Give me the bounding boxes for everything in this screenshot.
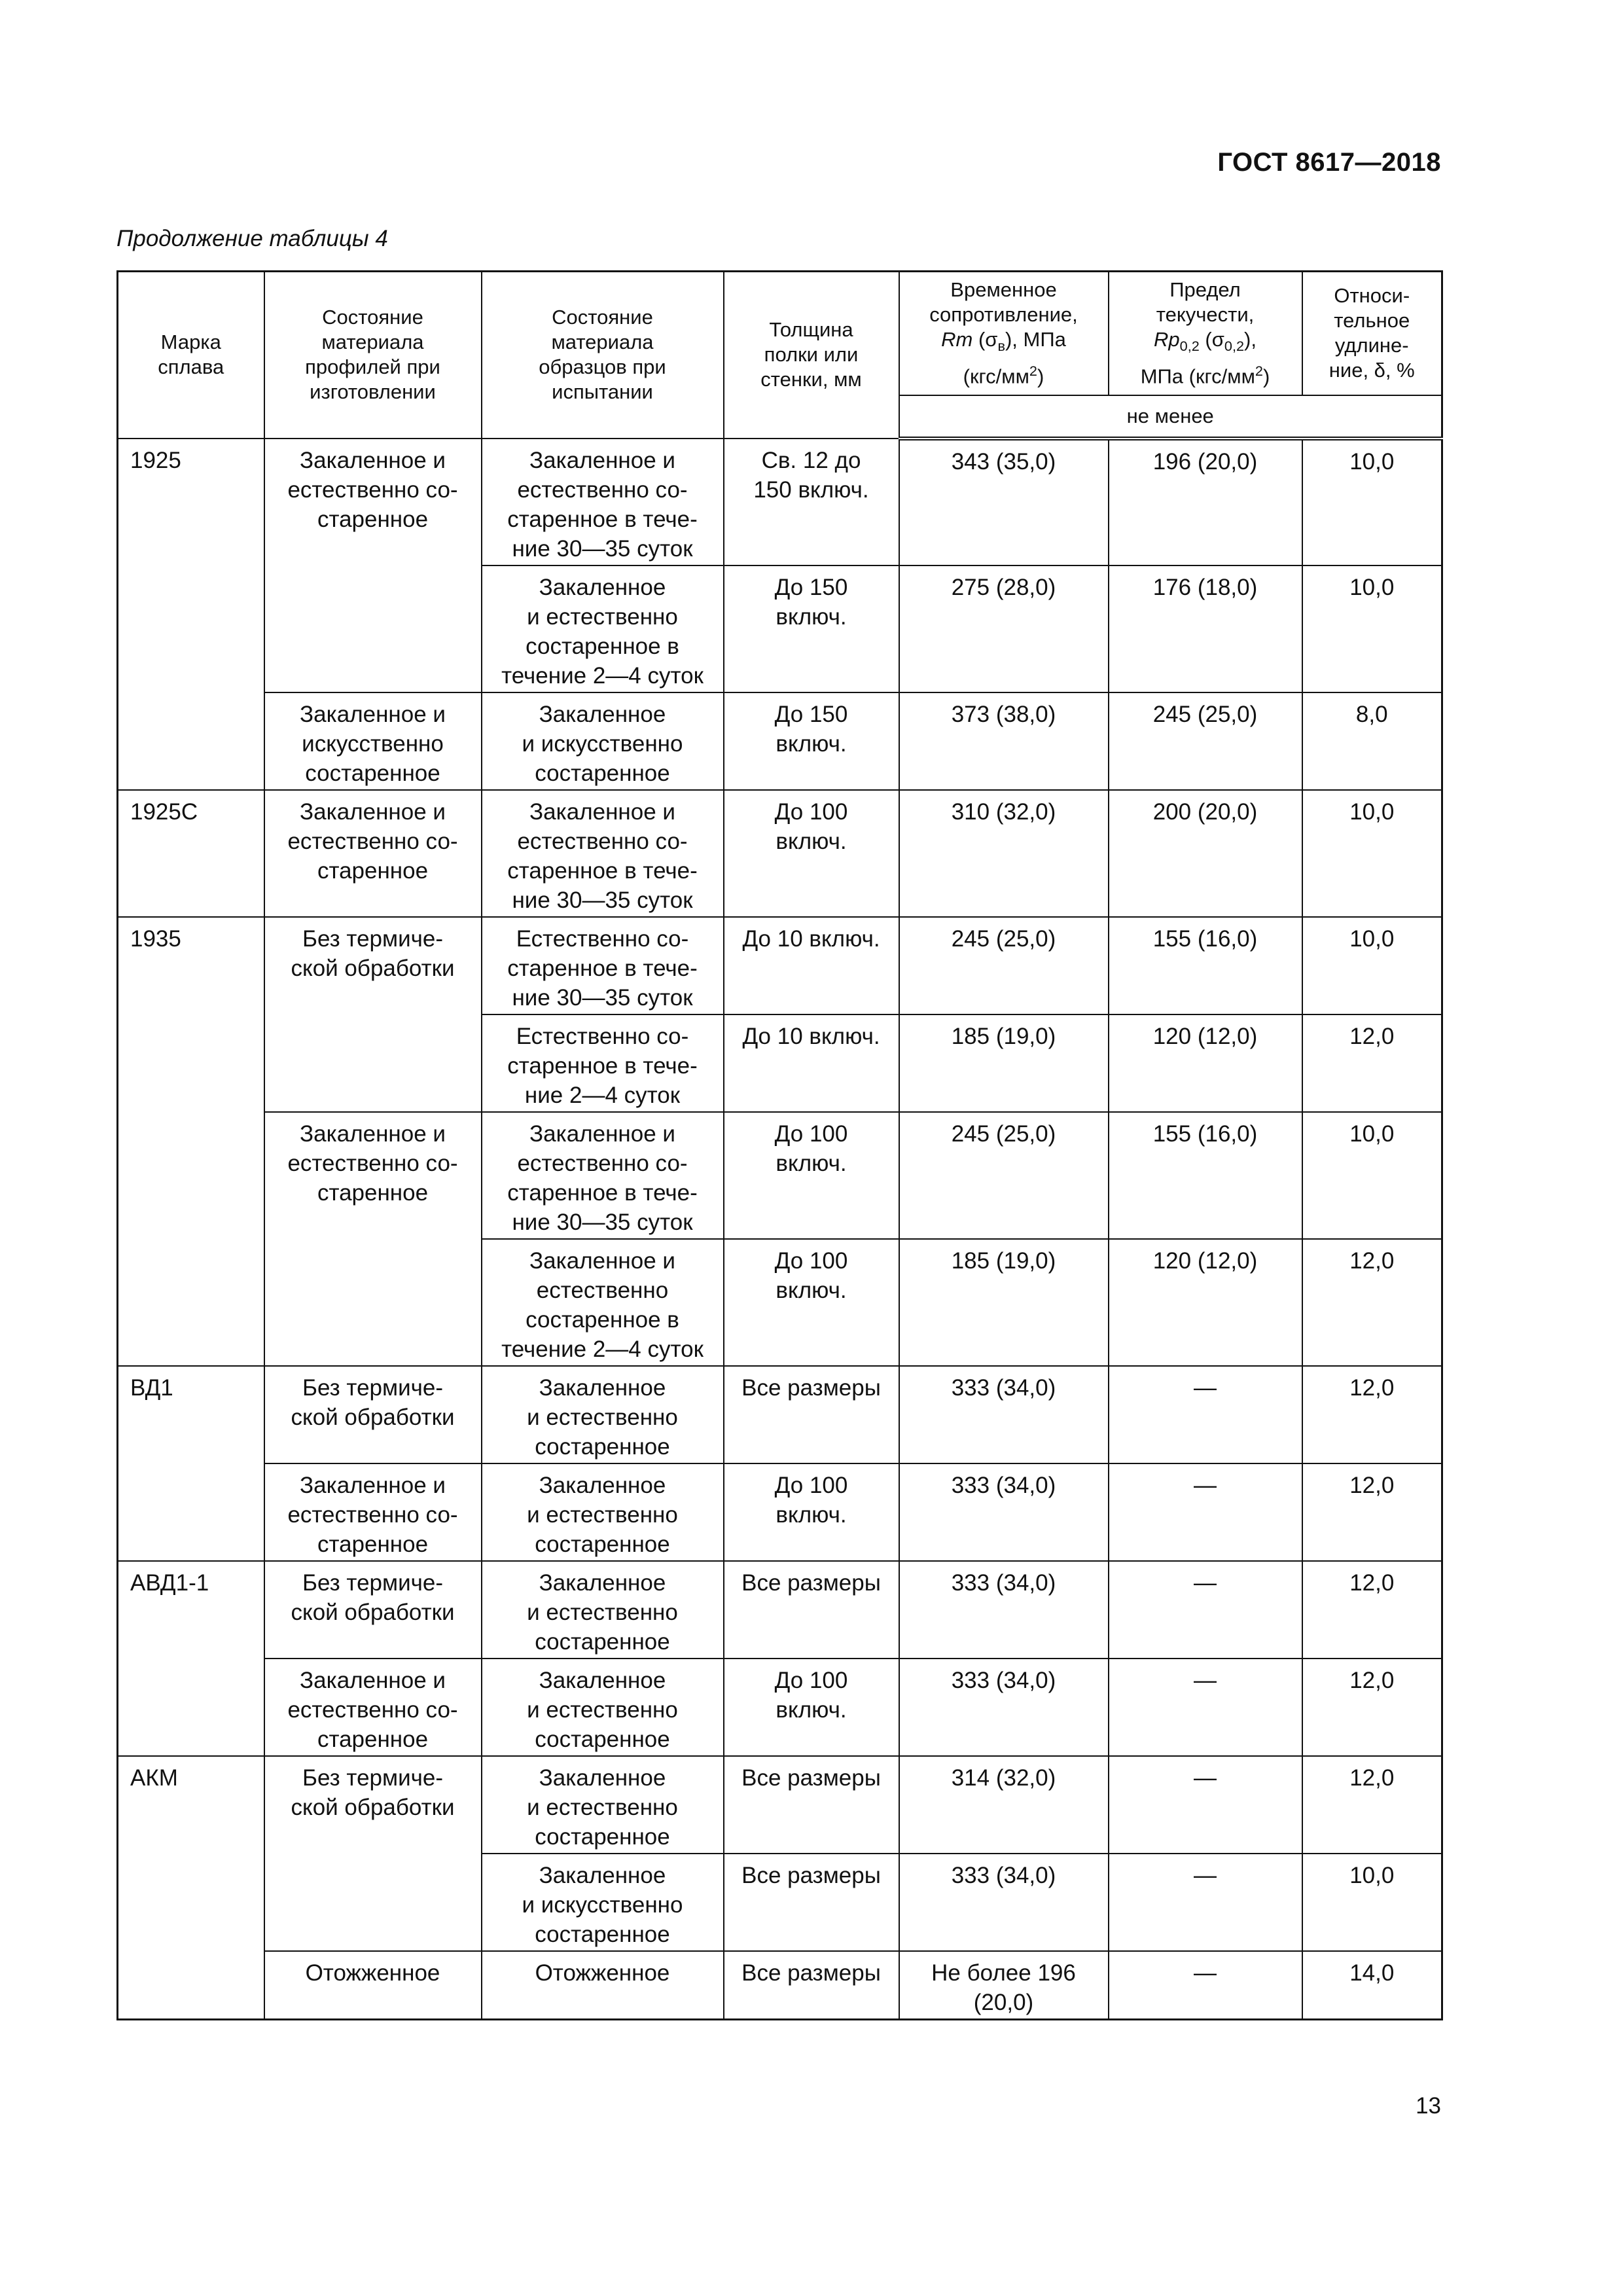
cell-thickness: До 150 включ.	[724, 692, 899, 790]
properties-table	[116, 270, 1443, 2020]
cell-thickness: Все размеры	[724, 1756, 899, 1854]
cell-grade: АКМ	[118, 1756, 264, 2020]
tensile-label: Временное сопротивление,	[929, 278, 1078, 326]
cell-tensile: 343 (35,0)	[899, 439, 1109, 565]
tensile-sigma: (σ	[978, 328, 998, 351]
cell-tensile: 314 (32,0)	[899, 1756, 1109, 1854]
table-row	[118, 790, 1442, 917]
col-header-tensile-strength	[899, 272, 1109, 395]
col-header-elongation: Относи- тельное удлине- ние, δ, %	[1302, 272, 1442, 395]
table-row	[118, 1463, 1442, 1561]
cell-thickness: До 150 включ.	[724, 565, 899, 692]
cell-state-profile: Без термиче- ской обработки	[264, 1561, 482, 1659]
cell-state-profile: Без термиче- ской обработки	[264, 1756, 482, 1951]
tensile-close: )	[1037, 365, 1044, 388]
cell-tensile: 185 (19,0)	[899, 1239, 1109, 1366]
cell-yield: 176 (18,0)	[1109, 565, 1302, 692]
cell-state-profile: Закаленное и естественно со- старенное	[264, 1463, 482, 1561]
col-header-yield-strength	[1109, 272, 1302, 395]
cell-yield: —	[1109, 1659, 1302, 1756]
tensile-unit: ), МПа	[1005, 328, 1066, 351]
cell-state-profile: Закаленное и естественно со- старенное	[264, 1659, 482, 1756]
cell-state-sample: Закаленное и естественно состаренное	[482, 1659, 724, 1756]
table-row	[118, 1112, 1442, 1239]
yield-symbol-sub: 0,2	[1179, 338, 1200, 355]
cell-elongation: 12,0	[1302, 1659, 1442, 1756]
cell-state-sample: Закаленное и естественно со- старенное в тече- ние 30—35 суток	[482, 1112, 724, 1239]
cell-yield: 155 (16,0)	[1109, 917, 1302, 1014]
cell-tensile: 333 (34,0)	[899, 1366, 1109, 1463]
cell-elongation: 8,0	[1302, 692, 1442, 790]
yield-close: )	[1262, 365, 1270, 388]
cell-thickness: До 100 включ.	[724, 1463, 899, 1561]
cell-state-profile: Закаленное и естественно со- старенное	[264, 790, 482, 917]
cell-tensile: 373 (38,0)	[899, 692, 1109, 790]
cell-elongation: 10,0	[1302, 1854, 1442, 1951]
cell-tensile: 245 (25,0)	[899, 917, 1109, 1014]
cell-grade: 1925С	[118, 790, 264, 917]
cell-yield: —	[1109, 1366, 1302, 1463]
table-row	[118, 1366, 1442, 1463]
cell-state-sample: Закаленное и искусственно состаренное	[482, 692, 724, 790]
cell-elongation: 12,0	[1302, 1463, 1442, 1561]
cell-grade: ВД1	[118, 1366, 264, 1561]
cell-state-sample: Закаленное и естественно состаренное	[482, 1366, 724, 1463]
cell-state-sample: Закаленное и естественно состаренное в течение 2—4 суток	[482, 565, 724, 692]
table-caption: Продолжение таблицы 4	[116, 226, 388, 251]
cell-state-profile: Закаленное и естественно со- старенное	[264, 1112, 482, 1366]
cell-state-sample: Закаленное и искусственно состаренное	[482, 1854, 724, 1951]
cell-tensile: 333 (34,0)	[899, 1659, 1109, 1756]
cell-tensile: 275 (28,0)	[899, 565, 1109, 692]
cell-tensile: 310 (32,0)	[899, 790, 1109, 917]
cell-tensile: 185 (19,0)	[899, 1014, 1109, 1112]
cell-elongation: 12,0	[1302, 1366, 1442, 1463]
col-header-grade: Марка сплава	[118, 272, 264, 439]
cell-state-sample: Закаленное и естественно состаренное в течение 2—4 суток	[482, 1239, 724, 1366]
cell-state-sample: Закаленное и естественно состаренное	[482, 1463, 724, 1561]
yield-sigma: (σ	[1205, 328, 1224, 351]
min-values-label: не менее	[899, 395, 1442, 439]
table-row	[118, 439, 1442, 565]
cell-yield: 155 (16,0)	[1109, 1112, 1302, 1239]
cell-grade: 1925	[118, 439, 264, 790]
cell-elongation: 10,0	[1302, 790, 1442, 917]
table-row	[118, 1561, 1442, 1659]
cell-yield: 245 (25,0)	[1109, 692, 1302, 790]
table-row	[118, 917, 1442, 1014]
cell-tensile: 333 (34,0)	[899, 1561, 1109, 1659]
col-header-state-profile: Состояние материала профилей при изготовлении	[264, 272, 482, 439]
cell-state-profile: Отожженное	[264, 1951, 482, 2020]
cell-yield: —	[1109, 1756, 1302, 1854]
cell-thickness: До 100 включ.	[724, 1239, 899, 1366]
cell-tensile: 333 (34,0)	[899, 1463, 1109, 1561]
table-row	[118, 1951, 1442, 2020]
cell-yield: 120 (12,0)	[1109, 1014, 1302, 1112]
cell-state-sample: Закаленное и естественно со- старенное в тече- ние 30—35 суток	[482, 790, 724, 917]
cell-elongation: 14,0	[1302, 1951, 1442, 2020]
cell-yield: —	[1109, 1951, 1302, 2020]
yield-unit-sup: 2	[1255, 363, 1263, 380]
cell-elongation: 10,0	[1302, 1112, 1442, 1239]
page-number: 13	[1416, 2093, 1441, 2119]
cell-yield: —	[1109, 1561, 1302, 1659]
cell-elongation: 12,0	[1302, 1014, 1442, 1112]
cell-yield: 200 (20,0)	[1109, 790, 1302, 917]
col-header-state-sample: Состояние материала образцов при испытании	[482, 272, 724, 439]
tensile-kgf-sup: 2	[1029, 363, 1037, 380]
tensile-sigma-sub: в	[997, 338, 1005, 355]
yield-sigma-close: ),	[1244, 328, 1257, 351]
tensile-symbol: Rm	[941, 328, 973, 351]
cell-tensile: 245 (25,0)	[899, 1112, 1109, 1239]
cell-thickness: До 100 включ.	[724, 1112, 899, 1239]
cell-state-sample: Закаленное и естественно со- старенное в тече- ние 30—35 суток	[482, 439, 724, 565]
cell-elongation: 10,0	[1302, 565, 1442, 692]
cell-thickness: Все размеры	[724, 1366, 899, 1463]
yield-label: Предел текучести,	[1156, 278, 1255, 326]
cell-tensile: Не более 196 (20,0)	[899, 1951, 1109, 2020]
cell-elongation: 12,0	[1302, 1561, 1442, 1659]
cell-state-sample: Естественно со- старенное в тече- ние 30—35 суток	[482, 917, 724, 1014]
table-row	[118, 692, 1442, 790]
tensile-kgf: (кгс/мм	[963, 365, 1029, 388]
header-row	[118, 272, 1442, 395]
yield-sigma-sub: 0,2	[1224, 338, 1245, 355]
cell-thickness: Св. 12 до 150 включ.	[724, 439, 899, 565]
cell-state-sample: Естественно со- старенное в тече- ние 2—4 суток	[482, 1014, 724, 1112]
cell-state-profile: Без термиче- ской обработки	[264, 1366, 482, 1463]
cell-grade: АВД1-1	[118, 1561, 264, 1756]
table-row	[118, 1756, 1442, 1854]
cell-yield: —	[1109, 1463, 1302, 1561]
cell-thickness: Все размеры	[724, 1854, 899, 1951]
cell-state-sample: Закаленное и естественно состаренное	[482, 1756, 724, 1854]
cell-state-profile: Закаленное и искусственно состаренное	[264, 692, 482, 790]
cell-thickness: До 100 включ.	[724, 790, 899, 917]
cell-elongation: 12,0	[1302, 1756, 1442, 1854]
cell-state-sample: Закаленное и естественно состаренное	[482, 1561, 724, 1659]
cell-yield: 196 (20,0)	[1109, 439, 1302, 565]
cell-state-profile: Закаленное и естественно со- старенное	[264, 439, 482, 692]
cell-state-sample: Отожженное	[482, 1951, 724, 2020]
cell-thickness: До 10 включ.	[724, 917, 899, 1014]
table-row	[118, 1659, 1442, 1756]
cell-tensile: 333 (34,0)	[899, 1854, 1109, 1951]
cell-elongation: 10,0	[1302, 439, 1442, 565]
cell-thickness: Все размеры	[724, 1561, 899, 1659]
cell-thickness: До 100 включ.	[724, 1659, 899, 1756]
cell-thickness: Все размеры	[724, 1951, 899, 2020]
cell-elongation: 12,0	[1302, 1239, 1442, 1366]
cell-state-profile: Без термиче- ской обработки	[264, 917, 482, 1112]
standard-number: ГОСТ 8617—2018	[1217, 148, 1441, 177]
cell-thickness: До 10 включ.	[724, 1014, 899, 1112]
yield-unit: МПа (кгс/мм	[1140, 365, 1255, 388]
yield-symbol: Rp	[1154, 328, 1180, 351]
cell-grade: 1935	[118, 917, 264, 1366]
col-header-thickness: Толщина полки или стенки, мм	[724, 272, 899, 439]
cell-yield: 120 (12,0)	[1109, 1239, 1302, 1366]
cell-yield: —	[1109, 1854, 1302, 1951]
cell-elongation: 10,0	[1302, 917, 1442, 1014]
